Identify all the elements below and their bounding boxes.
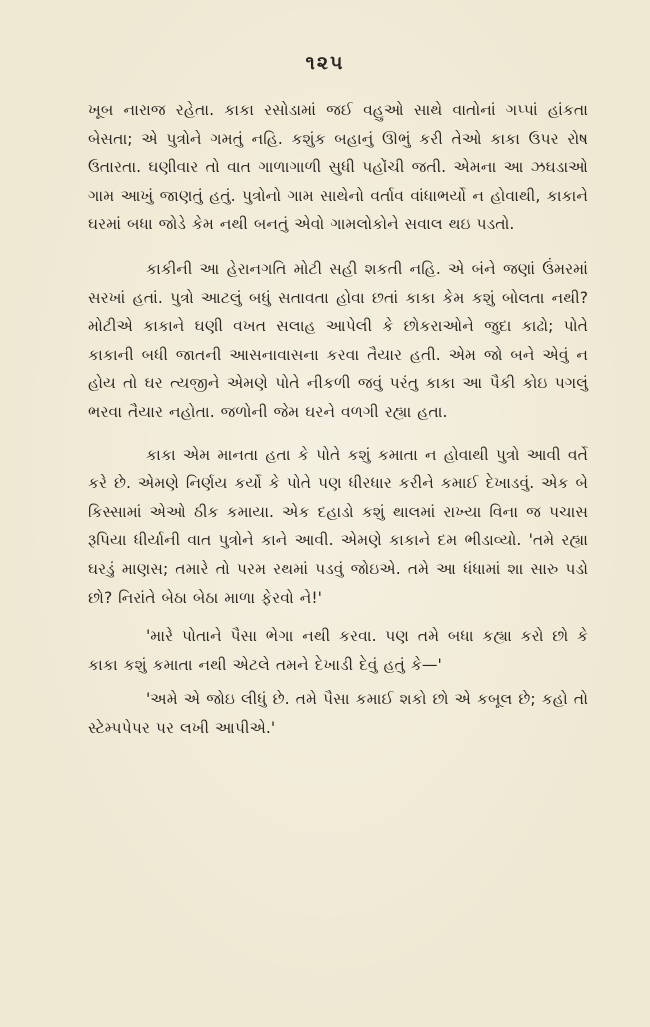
paragraph-2: કાકીની આ હેરાનગતિ મોટી સહી શકતી નહિ. એ બંને જણાં ઉંમરમાં સરખાં હતાં. પુત્રો આટલું બધું સતાવતા હોવા છતાં કાકા કેમ કશું બોલતા નથી? મોટીએ કાકાને ઘણી વખત સલાહ આપેલી કે છોકરાઓને જુદા કાઢો; પોતે કાકાની બધી જાતની આસનાવાસના કરવા તૈયાર હતી. એમ જો બને એવું ન હોય તો ઘર ત્યજીને એમણે પોતે નીકળી જવું પરંતુ કાકા આ પૈકી કોઇ પગલું ભરવા તૈયાર નહોતા. જળોની જેમ ઘરને વળગી રહ્યા હતા. — [88, 259, 588, 421]
page-body — [88, 96, 588, 742]
paragraph-1: ખૂબ નારાજ રહેતા. કાકા રસોડામાં જઈ વહુઓ સાથે વાતોનાં ગપ્પાં હાંકતા બેસતા; એ પુત્રોને ગમતું નહિ. કશુંક બહાનું ઊભું કરી તેઓ કાકા ઉપર રોષ ઉતારતા. ઘણીવાર તો વાત ગાળાગાળી સુધી પહોંચી જતી. એમના આ ઝઘડાઓ ગામ આખું જાણતું હતું. પુત્રોનો ગામ સાથેનો વર્તાવ વાંધાભર્યો ન હોવાથી, કાકાને ઘરમાં બધા જોડે કેમ નથી બનતું એવો ગામલોકોને સવાલ થઇ પડતો. — [88, 101, 588, 234]
paragraph-4: 'મારે પોતાને પૈસા ભેગા નથી કરવા. પણ તમે બધા કહ્યા કરો છો કે કાકા કશું કમાતા નથી એટલે તમને દેખાડી દેવું હતું કે—' — [88, 627, 588, 674]
paragraph-3: કાકા એમ માનતા હતા કે પોતે કશું કમાતા ન હોવાથી પુત્રો આવી વર્તે કરે છે. એમણે નિર્ણય કર્યો કે પોતે પણ ધીરધાર કરીને કમાઈ દેખાડવું. એક બે કિસ્સામાં એઓ ઠીક કમાયા. એક દહાડો કશું થાલમાં રાખ્યા વિના જ પચાસ રૂપિયા ધીર્યાની વાત પુત્રોને કાને આવી. એમણે કાકાને દમ ભીડાવ્યો. 'તમે રહ્યા ઘરડું માણસ; તમારે તો પરમ રથમાં પડવું જોઇએ. તમે આ ધંધામાં શા સારુ પડો છો? નિરાંતે બેઠા બેઠા માળા ફેરવો ને!' — [88, 445, 588, 607]
paragraph-5: 'અમે એ જોઇ લીધું છે. તમે પૈસા કમાઈ શકો છો એ કબૂલ છે; કહો તો સ્ટેમ્પપેપર પર લખી આપીએ.' — [88, 690, 588, 737]
page-number: ૧૨૫ — [305, 52, 345, 74]
